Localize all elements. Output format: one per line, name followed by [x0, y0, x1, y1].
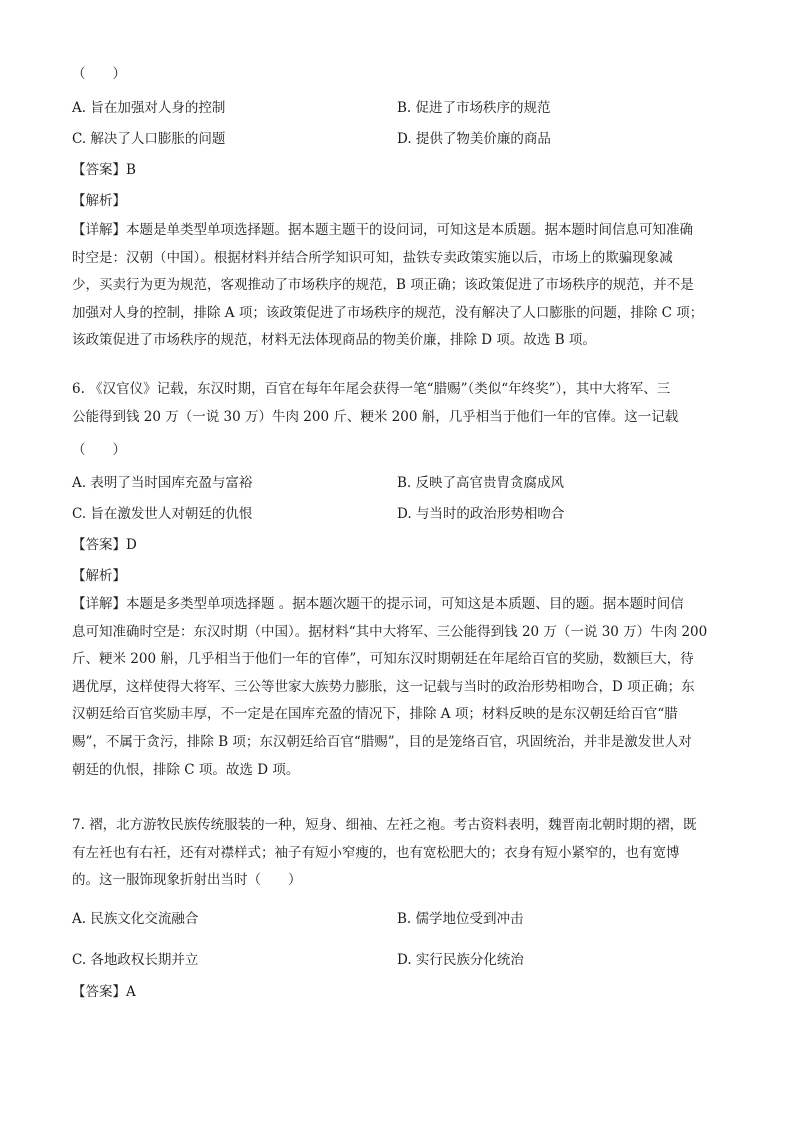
q5-detail-line: 【详解】本题是单类型单项选择题。据本题主题干的设问词，可知这是本质题。据本题时间信息可知准确 — [72, 222, 693, 238]
q6-stem-line: 公能得到钱 20 万（一说 30 万）牛肉 200 斤、粳米 200 斛，几乎相当于他们一年的官俸。这一记载 — [72, 408, 679, 425]
q7-stem-line: 有左衽也有右衽，还有对襟样式；袖子有短小窄瘦的，也有宽松肥大的；衣身有短小紧窄的，也有宽博 — [72, 844, 680, 861]
q5-detail — [72, 217, 724, 355]
q6-option-d: D. 与当时的政治形势相吻合 — [397, 506, 565, 522]
q6-detail-line: 遇优厚，这样使得大将军、三公等世家大族势力膨胀，这一记载与当时的政治形势相吻合，D 项正确；东 — [72, 678, 695, 695]
q7-stem-line: 7. 褶，北方游牧民族传统服装的一种，短身、细袖、左衽之袍。考古资料表明，魏晋南北朝时期的褶，既 — [72, 817, 697, 833]
q5-answer: 【答案】B — [72, 162, 136, 178]
q6-detail-line: 息可知准确时空是：东汉时期（中国）。据材料“其中大将军、三公能得到钱 20 万（一说 30 万）牛肉 200 — [72, 623, 708, 640]
q5-analysis-label: 【解析】 — [72, 193, 126, 209]
q6-analysis-label: 【解析】 — [72, 568, 126, 584]
q5-paren: （ ） — [72, 66, 126, 82]
q6-detail-line: 【详解】本题是多类型单项选择题 。据本题次题干的提示词，可知这是本质题、目的题。据本题时间信 — [72, 596, 684, 612]
q6-option-b: B. 反映了高官贵胄贪腐成风 — [397, 475, 565, 491]
q5-detail-line: 少，买卖行为更为规范，客观推动了市场秩序的规范，B 项正确；该政策促进了市场秩序的规范，并不是 — [72, 277, 694, 294]
q7-answer: 【答案】A — [72, 984, 136, 1000]
q6-stem — [72, 376, 724, 431]
q5-option-c: C. 解决了人口膨胀的问题 — [72, 131, 226, 147]
q5-detail-line: 加强对人身的控制，排除 A 项；该政策促进了市场秩序的规范，没有解决了人口膨胀的问题，排除 C 项； — [72, 304, 704, 321]
q7-option-c: C. 各地政权长期并立 — [72, 952, 199, 968]
q6-option-c: C. 旨在激发世人对朝廷的仇恨 — [72, 506, 253, 522]
q6-stem-line: 6. 《汉官仪》记载，东汉时期，百官在每年年尾会获得一笔“腊赐”（类似“年终奖”），其中大将军、三 — [72, 381, 671, 397]
q6-option-a: A. 表明了当时国库充盈与富裕 — [72, 475, 253, 491]
q7-stem-line: 的。这一服饰现象折射出当时（ ） — [72, 872, 302, 889]
q7-option-a: A. 民族文化交流融合 — [72, 911, 199, 927]
q6-detail-line: 朝廷的仇恨，排除 C 项。故选 D 项。 — [72, 761, 300, 778]
q6-detail-line: 赐”，不属于贪污，排除 B 项；东汉朝廷给百官“腊赐”，目的是笼络百官，巩固统治，并非是激发世人对 — [72, 733, 692, 750]
q6-detail-line: 斤、粳米 200 斛，几乎相当于他们一年的官俸”，可知东汉时期朝廷在年尾给百官的奖励，数额巨大，待 — [72, 651, 694, 668]
q6-detail-line: 汉朝廷给百官奖励丰厚，不一定是在国库充盈的情况下，排除 A 项；材料反映的是东汉朝廷给百官“腊 — [72, 706, 678, 723]
q5-detail-line: 时空是：汉朝（中国）。根据材料并结合所学知识可知，盐铁专卖政策实施以后，市场上的欺骗现象减 — [72, 249, 673, 266]
q7-option-b: B. 儒学地位受到冲击 — [397, 911, 524, 927]
q5-option-b: B. 促进了市场秩序的规范 — [397, 100, 551, 116]
q7-option-d: D. 实行民族分化统治 — [397, 952, 524, 968]
q6-detail — [72, 591, 724, 784]
q5-option-a: A. 旨在加强对人身的控制 — [72, 100, 226, 116]
q6-paren: （ ） — [72, 442, 126, 458]
q5-detail-line: 该政策促进了市场秩序的规范，材料无法体现商品的物美价廉，排除 D 项。故选 B 项。 — [72, 332, 596, 349]
q5-option-d: D. 提供了物美价廉的商品 — [397, 131, 551, 147]
q6-answer: 【答案】D — [72, 537, 137, 553]
q7-stem — [72, 812, 724, 895]
